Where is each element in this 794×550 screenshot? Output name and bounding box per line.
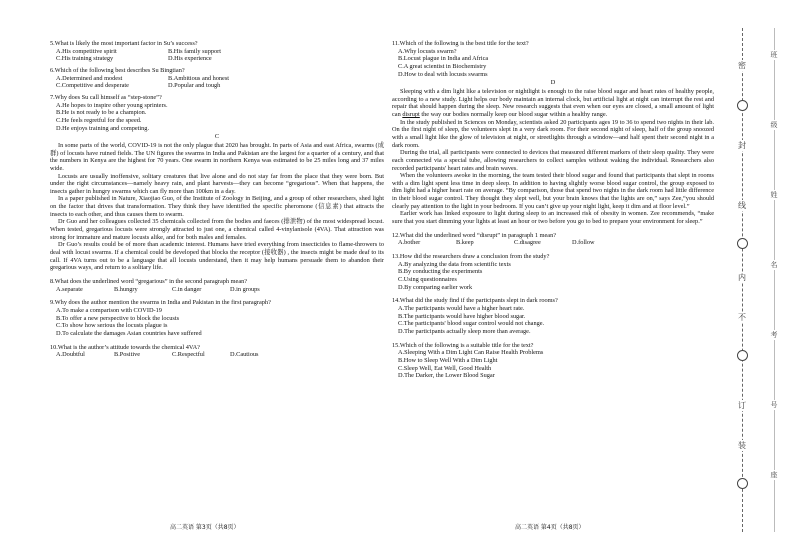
- option: C.His training strategy: [56, 55, 114, 63]
- page-footer-left: 高二英语 第3页（共8页）: [170, 524, 240, 531]
- passage-d: [392, 88, 714, 226]
- option: C.To show how serious the locusts plague is: [56, 322, 168, 330]
- question-text: 5.What is likely the most important factor in Su’s success?: [50, 40, 198, 47]
- option: C.Respectful: [172, 351, 205, 359]
- paragraph: When the volunteers awoke in the morning, the team tested their blood sugar and found that participants that slept in rooms with a dim light spent less time in deep sleep. In addition to having slightly worse blood sugar control, the group exposed to dim light had a higher heart rate on average. “By comparison, those that spend two nights in the dark room had little difference in their blood sugar control. They thought they slept well, but your brain knows that the lights are on,” says Zee,“you should clearly pay attention to the light in your bedroom. If you can’t give up your night light, keep it dim and at floor level.”: [392, 172, 714, 210]
- option: C.A great scientist in Biochemistry: [398, 62, 487, 70]
- option: B.The participants would have higher blood sugar.: [398, 312, 526, 320]
- question-10: [50, 344, 384, 359]
- option: B.hungry: [114, 285, 138, 293]
- binding-margin: [722, 0, 794, 550]
- option: D.Cautious: [230, 351, 259, 359]
- question-text: 11.Which of the following is the best title for the text?: [392, 40, 529, 47]
- info-label: 座: [766, 470, 782, 480]
- seal-char: 密: [733, 60, 751, 71]
- question-text: 12.What did the underlined word “disrupt” in paragraph 1 mean?: [392, 231, 557, 239]
- option: B.Ambitious and honest: [168, 74, 230, 82]
- option: C.Sleep Well, Eat Well, Good Health: [398, 364, 492, 372]
- info-label: 号: [766, 400, 782, 410]
- option: B.Locust plague in India and Africa: [398, 55, 489, 63]
- circle-icon: [737, 350, 748, 361]
- option: D.His experience: [168, 55, 212, 63]
- info-line: [774, 28, 775, 532]
- question-13: [392, 253, 714, 291]
- circle-icon: [737, 100, 748, 111]
- option: A.His competitive spirit: [56, 47, 117, 55]
- question-text: 14.What did the study find if the participants slept in dark rooms?: [392, 297, 558, 305]
- question-7: [50, 94, 384, 132]
- info-label: 考: [766, 330, 782, 340]
- paragraph: Sleeping with a dim light like a television or nightlight is enough to the raise blood sugar and heart rates of healthy people, according to a new study. Light helps our body maintain an internal clock, but artificial light at night can interrupt the rest and repair that should happen during the sleep. New research suggests that even when our eyes are closed, a small amount of light can disrupt the way our bodies normally keep our blood sugar within a healthy range.: [392, 87, 714, 118]
- option: A.Why locusts swarm?: [398, 47, 457, 55]
- option: D.By comparing earlier work: [398, 283, 473, 291]
- option: D.The Darker, the Lower Blood Sugar: [398, 372, 495, 380]
- left-column: [50, 40, 384, 359]
- option: A.By analyzing the data from scientific texts: [398, 260, 511, 268]
- info-label: 名: [766, 260, 782, 270]
- option: B.Positive: [114, 351, 141, 359]
- option: C.Competitive and desperate: [56, 82, 129, 90]
- option: A.Doubtful: [56, 351, 85, 359]
- option: D.To calculate the damages Asian countries have suffered: [56, 329, 202, 337]
- question-5: [50, 40, 384, 63]
- seal-char: 不: [733, 312, 751, 323]
- option: A.bother: [398, 239, 421, 247]
- option: C.The participants' blood sugar control would not change.: [398, 320, 545, 328]
- question-text: 13.How did the researchers draw a conclusion from the study?: [392, 253, 550, 261]
- question-14: [392, 297, 714, 335]
- option: D.He enjoys training and competing.: [56, 124, 150, 132]
- option: D.The participants actually sleep more than average.: [398, 327, 531, 335]
- option: D.follow: [572, 239, 595, 247]
- paragraph: Dr Guo and her colleagues collected 35 chemicals collected from the bodies and faeces (排泄物) of the most widespread locust. When tested, gregarious locusts were strongly attracted to just one, a chemical called 4-vinylanisole (4VA). That attraction was strong for immature and mature locusts alike, and for both males and females.: [50, 218, 384, 241]
- section-heading: D: [550, 79, 556, 87]
- question-6: [50, 67, 384, 90]
- question-8: [50, 278, 384, 293]
- question-15: [392, 342, 714, 380]
- seal-char: 线: [733, 200, 751, 211]
- question-12: [392, 232, 714, 247]
- option: B.His family support: [168, 47, 221, 55]
- question-text: 8.What does the underlined word “gregarious” in the second paragraph mean?: [50, 278, 248, 286]
- option: D.Popular and tough: [168, 82, 221, 90]
- option: B.By conducting the experiments: [398, 268, 483, 276]
- right-column: [392, 40, 714, 380]
- question-text: 6.Which of the following best describes Su Bingtian?: [50, 66, 185, 74]
- passage-c: [50, 142, 384, 272]
- info-label: 班: [766, 50, 782, 60]
- seal-char: 订: [733, 400, 751, 411]
- option: A.Sleeping With a Dim Light Can Raise Health Problems: [398, 349, 544, 357]
- paragraph: During the trial, all participants were connected to devices that measured different markers of their sleep quality. They were each connected via a special tube, allowing researchers to collect samples without waking the individual. Researchers also recorded participants' heart rates and brain waves.: [392, 149, 714, 172]
- paragraph: In some parts of the world, COVID-19 is not the only plague that 2020 has brought. In parts of Asia and east Africa, swarms (成群) of locusts have ruined fields. The UN figures the swarms in India and Pakistan are the largest for a quarter of a century, and that the numbers in Kenya are the highest for 70 years. One swarm in northern Kenya was estimated to be 25 miles long and 37 miles wide.: [50, 141, 384, 172]
- paragraph: Dr Guo’s results could be of more than academic interest. Humans have tried everything from insecticides to flame-throwers to deal with locust swarms. If a chemical could be developed that blocks the receptor (接收器) , the insects might be made deaf to its call. If 4VA turns out to be a language that all locusts understand, then it may help humans persuade them to abandon their gregarious ways, and return to a solitary life.: [50, 241, 384, 272]
- question-9: [50, 299, 384, 337]
- option: A.He hopes to inspire other young sprinters.: [56, 101, 168, 109]
- question-11: [392, 40, 714, 78]
- option: C.in danger: [172, 285, 202, 293]
- option: C.disagree: [514, 239, 541, 247]
- question-text: 9.Why does the author mention the swarms in India and Pakistan in the first paragraph?: [50, 299, 271, 307]
- option: A.Determined and modest: [56, 74, 123, 82]
- option: B.keep: [456, 239, 474, 247]
- seal-char: 内: [733, 272, 751, 283]
- paragraph: In a paper published in Nature, Xiaojiao Guo, of the Institute of Zoology in Beijing, and a group of other researchers, shed light on the factor that drives that transformation. They think they have identified the specific pheromone (信息素) that attracts the insects to each other, and thus causes them to swarm.: [50, 195, 384, 218]
- option: B.He is not ready to be a champion.: [56, 109, 147, 117]
- section-heading: C: [214, 133, 220, 141]
- option: B.To offer a new perspective to block the locusts: [56, 314, 180, 322]
- underlined-word: disrupt: [402, 110, 420, 118]
- option: A.The participants would have a higher heart rate.: [398, 305, 525, 312]
- paragraph: Earlier work has linked exposure to light during sleep to an increased risk of obesity in women. Zee recommends, “make sure that you start dimming your lights at least an hour or two before you go to bed to prepare your environment for sleep.”: [392, 210, 714, 226]
- option: C.He feels regretful for the speed.: [56, 116, 142, 124]
- option: B.How to Sleep Well With a Dim Light: [398, 356, 498, 364]
- option: D.How to deal with locusts swarms: [398, 70, 488, 78]
- option: A.separate: [56, 285, 83, 293]
- question-text: 15.Which of the following is a suitable title for the text?: [392, 341, 534, 349]
- paragraph: Locusts are usually inoffensive, solitary creatures that live alone and do not stay far from the place that they were born. But under the right circumstances—namely heavy rain, and plant harvests—they can become “gregarious”. When that happens, the insects gather in hungry swarms which can fly more than 100km in a day.: [50, 172, 384, 195]
- seal-char: 封: [733, 140, 751, 151]
- question-text: 7.Why does Su call himself as “step-stone”?: [50, 93, 162, 101]
- circle-icon: [737, 238, 748, 249]
- option: A.To make a comparison with COVID-19: [56, 307, 162, 314]
- seal-char: 装: [733, 440, 751, 451]
- option: C.Using questionnaires: [398, 276, 457, 284]
- circle-icon: [737, 478, 748, 489]
- paragraph: In the study published in Sciences on Monday, scientists asked 20 participants ages 19 to 36 to spend two nights in their lab. On the first night of sleep, the volunteers slept in a very dark room. For their second night of sleep, half of the group snoozed with a small light like the glow of television at night, or streetlights through a window—and half spent their second night in a dark room.: [392, 118, 714, 149]
- info-label: 级: [766, 120, 782, 130]
- question-text: 10.What is the author’s attitude towards the chemical 4VA?: [50, 343, 200, 351]
- info-label: 姓: [766, 190, 782, 200]
- option: D.in groups: [230, 285, 260, 293]
- page-footer-right: 高二英语 第4页（共8页）: [515, 524, 585, 531]
